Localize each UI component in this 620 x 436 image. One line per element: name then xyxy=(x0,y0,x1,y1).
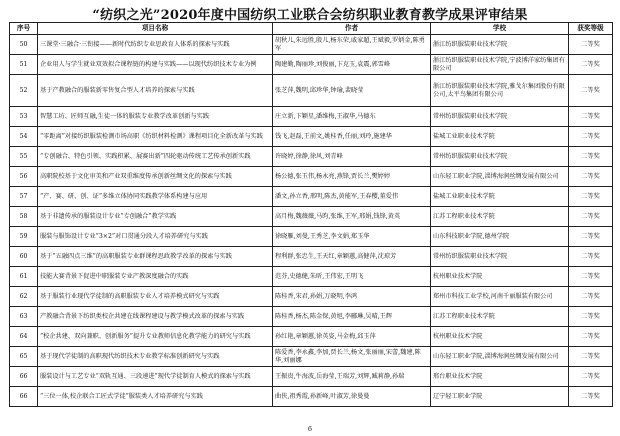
cell-row-number: 56 xyxy=(10,167,38,187)
cell-school: 常州纺织服装职业技术学院 xyxy=(431,147,569,167)
cell-project-name: “零距离”对接纺织服装检测市场高职《纺织材料检测》课程项目化全新改革与实践 xyxy=(38,127,273,147)
cell-row-number: 52 xyxy=(10,75,38,107)
cell-school: 盐城工业职业技术学院 xyxy=(431,187,569,207)
cell-school: 江苏工程职业技术学院 xyxy=(431,307,569,327)
cell-row-number: 54 xyxy=(10,127,38,147)
cell-authors: 胡秋儿,朱远胜,殷儿,杨东荣,戚家超,王斌毅,罗炳金,陈勇军 xyxy=(273,35,431,55)
cell-award-level: 二等奖 xyxy=(569,187,613,207)
cell-authors: 张芝萍,魏明,邱珍华,钟瑜,裴晓莹 xyxy=(273,75,431,107)
cell-school: 常州纺织服装职业技术学院 xyxy=(431,247,569,267)
cell-school: 盐城工业职业技术学院 xyxy=(431,127,569,147)
results-table xyxy=(9,22,613,407)
table-row xyxy=(10,347,613,367)
cell-project-name: 基于“五融四点三维”的高职服装专业群课程思政教学改革的探索与实践 xyxy=(38,247,273,267)
cell-row-number: 50 xyxy=(10,35,38,55)
table-row xyxy=(10,55,613,75)
cell-award-level: 二等奖 xyxy=(569,147,613,167)
cell-school: 江苏工程职业技术学院 xyxy=(431,207,569,227)
cell-award-level: 二等奖 xyxy=(569,287,613,307)
cell-authors: 范芬,史德健,朱昕,王伟宏,王明飞 xyxy=(273,267,431,287)
table-header-row xyxy=(10,23,613,35)
cell-project-name: “校企共建、双向兼职、创新服务”提升专业教师信息化教学能力的研究与实践 xyxy=(38,327,273,347)
cell-school: 浙江纺织服装职业技术学院,雅戈尔集团股份有限公司,太平鸟集团有限公司 xyxy=(431,75,569,107)
cell-project-name: “专创融合、特色引领、实践积累、展赛出新”四轮驱动传统工艺传承创新实践 xyxy=(38,147,273,167)
table-row xyxy=(10,267,613,287)
cell-project-name: 智慧工坊、匠师互融,生徒一体的服装专业教学改革创新与实践 xyxy=(38,107,273,127)
table-row xyxy=(10,107,613,127)
cell-row-number: 59 xyxy=(10,227,38,247)
cell-row-number: 57 xyxy=(10,187,38,207)
cell-award-level: 二等奖 xyxy=(569,307,613,327)
header-school: 学校 xyxy=(431,23,569,35)
cell-authors: 潘文,孙立香,邢明,陈杰,黄能军,王春樱,董爱伟 xyxy=(273,187,431,207)
cell-row-number: 55 xyxy=(10,147,38,167)
cell-row-number: 61 xyxy=(10,267,38,287)
table-row xyxy=(10,127,613,147)
cell-award-level: 二等奖 xyxy=(569,227,613,247)
cell-school: 山东轻工职业学院,淄博海润丝绸发展有限公司 xyxy=(431,347,569,367)
cell-project-name: 高职院校基于文化审美和产业双重维度传承创新丝绸文化的探索与实践 xyxy=(38,167,273,187)
cell-authors: 徐晓雁,刘曼,王秀芝,李文娟,郑玉华 xyxy=(273,227,431,247)
cell-award-level: 二等奖 xyxy=(569,107,613,127)
header-authors: 作者 xyxy=(273,23,431,35)
cell-school: 山东轻工职业学院,淄博海润丝绸发展有限公司 xyxy=(431,167,569,187)
table-row xyxy=(10,187,613,207)
cell-authors: 庄立新,卞颖星,潘维梅,王淑华,马德东 xyxy=(273,107,431,127)
cell-row-number: 65 xyxy=(10,347,38,367)
cell-row-number: 62 xyxy=(10,287,38,307)
header-no: 序号 xyxy=(10,23,38,35)
table-row xyxy=(10,387,613,407)
cell-school: 郑州市科技工业学校,河南千丽服装有限公司 xyxy=(431,287,569,307)
cell-project-name: 产教融合背景下纺织类校企共建在线课程建设与教学模式改革的探索与实践 xyxy=(38,307,273,327)
cell-authors: 钱飞,赵磊,王前文,姚桂香,任丽,刘玲,施建华 xyxy=(273,127,431,147)
cell-row-number: 58 xyxy=(10,207,38,227)
table-row xyxy=(10,147,613,167)
cell-school: 辽宁轻工职业学院 xyxy=(431,387,569,407)
cell-project-name: 基于产教融合的服装新零售复合型人才培养的探索与实践 xyxy=(38,75,273,107)
table-row xyxy=(10,367,613,387)
table-row xyxy=(10,227,613,247)
cell-project-name: “三位一体,校企联合工匠式学徒”服装类人才培养研究与实践 xyxy=(38,387,273,407)
page-number: 6 xyxy=(307,425,313,433)
table-body xyxy=(10,35,613,407)
cell-award-level: 二等奖 xyxy=(569,35,613,55)
table-row xyxy=(10,287,613,307)
cell-authors: 陈爱香,李永鑫,李加,贾长兰,杨文,张丽丽,宋蕾,魏建,陈华,刘丽娜 xyxy=(273,347,431,367)
cell-award-level: 二等奖 xyxy=(569,327,613,347)
header-project: 项目名称 xyxy=(38,23,273,35)
cell-authors: 陈桂香,杨杰,陈金保,黄旭,李郦琳,吴晴,王辉 xyxy=(273,307,431,327)
cell-row-number: 60 xyxy=(10,247,38,267)
cell-award-level: 二等奖 xyxy=(569,247,613,267)
cell-row-number: 53 xyxy=(10,107,38,127)
table-row xyxy=(10,307,613,327)
cell-school: 杭州职业技术学院 xyxy=(431,267,569,287)
cell-award-level: 二等奖 xyxy=(569,367,613,387)
cell-school: 浙江纺织服装职业技术学院,宁波博洋家纺集团有限公司 xyxy=(431,55,569,75)
cell-authors: 许晓婷,徐静,徐风,刘青峰 xyxy=(273,147,431,167)
table-row xyxy=(10,167,613,187)
cell-project-name: 基于非遗传承的服装设计专业“专创融合”教学实践 xyxy=(38,207,273,227)
cell-project-name: 三课堂·三融合·三衔接——新时代纺织专业思政育人体系的探索与实践 xyxy=(38,35,273,55)
cell-school: 常州纺织服装职业技术学院 xyxy=(431,107,569,127)
cell-school: 杭州职业技术学院 xyxy=(431,327,569,347)
cell-row-number: 64 xyxy=(10,327,38,347)
cell-project-name: 服装设计与工艺专业“双轨互通、三段递进”现代学徒制育人模式的探索与实践 xyxy=(38,367,273,387)
cell-award-level: 二等奖 xyxy=(569,207,613,227)
cell-row-number: 63 xyxy=(10,307,38,327)
cell-school: 浙江纺织服装职业技术学院 xyxy=(431,35,569,55)
cell-school: 山东科技职业学院,德州学院 xyxy=(431,227,569,247)
cell-authors: 高月梅,魏薇薇,马昀,张维,王军,邢娟,钱锋,黄英 xyxy=(273,207,431,227)
table-row xyxy=(10,35,613,55)
cell-project-name: 服装与服饰设计专业“3×2”对口贯通分段人才培养研究与实践 xyxy=(38,227,273,247)
table-row xyxy=(10,75,613,107)
cell-authors: 曲侠,祖秀霞,孙新峰,叶淑芳,徐曼曼 xyxy=(273,387,431,407)
table-row xyxy=(10,207,613,227)
cell-authors: 王振贵,牛海波,岳海莹,王瑞芳,刘辉,臧莉静,孙瑞 xyxy=(273,367,431,387)
cell-award-level: 二等奖 xyxy=(569,267,613,287)
cell-authors: 程利群,张忠生,王天红,章颖蕙,高健萍,沈琼芳 xyxy=(273,247,431,267)
cell-row-number: 51 xyxy=(10,55,38,75)
table-row xyxy=(10,247,613,267)
cell-row-number: 66 xyxy=(10,367,38,387)
cell-award-level: 二等奖 xyxy=(569,75,613,107)
cell-project-name: 企业用人与学生就业双效拟合课程链的构建与实践——以现代纺织技术专业为例 xyxy=(38,55,273,75)
cell-award-level: 二等奖 xyxy=(569,55,613,75)
cell-authors: 陶建勤,陶丽珍,刘俊丽,卞克玉,袁震,郭雪峰 xyxy=(273,55,431,75)
cell-authors: 陈桂香,宋君,孙娟,万晓明,李鸿 xyxy=(273,287,431,307)
cell-award-level: 二等奖 xyxy=(569,127,613,147)
cell-authors: 孙红艳,章颖蕙,徐英姿,马金梅,邱玉萍 xyxy=(273,327,431,347)
cell-authors: 杨公德,张玉伟,杨永亮,燕锋,贾长兰,樊婷婷 xyxy=(273,167,431,187)
cell-project-name: “产、赛、研、创、证”多维立体协同实践教学体系构建与应用 xyxy=(38,187,273,207)
cell-project-name: 基于现代学徒制的高职现代纺织技术专业教学标准创新研究与实践 xyxy=(38,347,273,367)
cell-row-number: 66 xyxy=(10,387,38,407)
document-title: “纺织之光”2020年度中国纺织工业联合会纺织职业教育教学成果评审结果 xyxy=(92,8,528,23)
header-level: 获奖等级 xyxy=(569,23,613,35)
cell-school: 邢台职业技术学院 xyxy=(431,367,569,387)
cell-project-name: 技能大赛背景下促进中职服装专业产教深度融合的实践 xyxy=(38,267,273,287)
cell-award-level: 二等奖 xyxy=(569,347,613,367)
table-row xyxy=(10,327,613,347)
cell-award-level: 二等奖 xyxy=(569,387,613,407)
cell-award-level: 二等奖 xyxy=(569,167,613,187)
cell-project-name: 基于服装行业现代学徒制的高职服装专业人才培养模式研究与实践 xyxy=(38,287,273,307)
